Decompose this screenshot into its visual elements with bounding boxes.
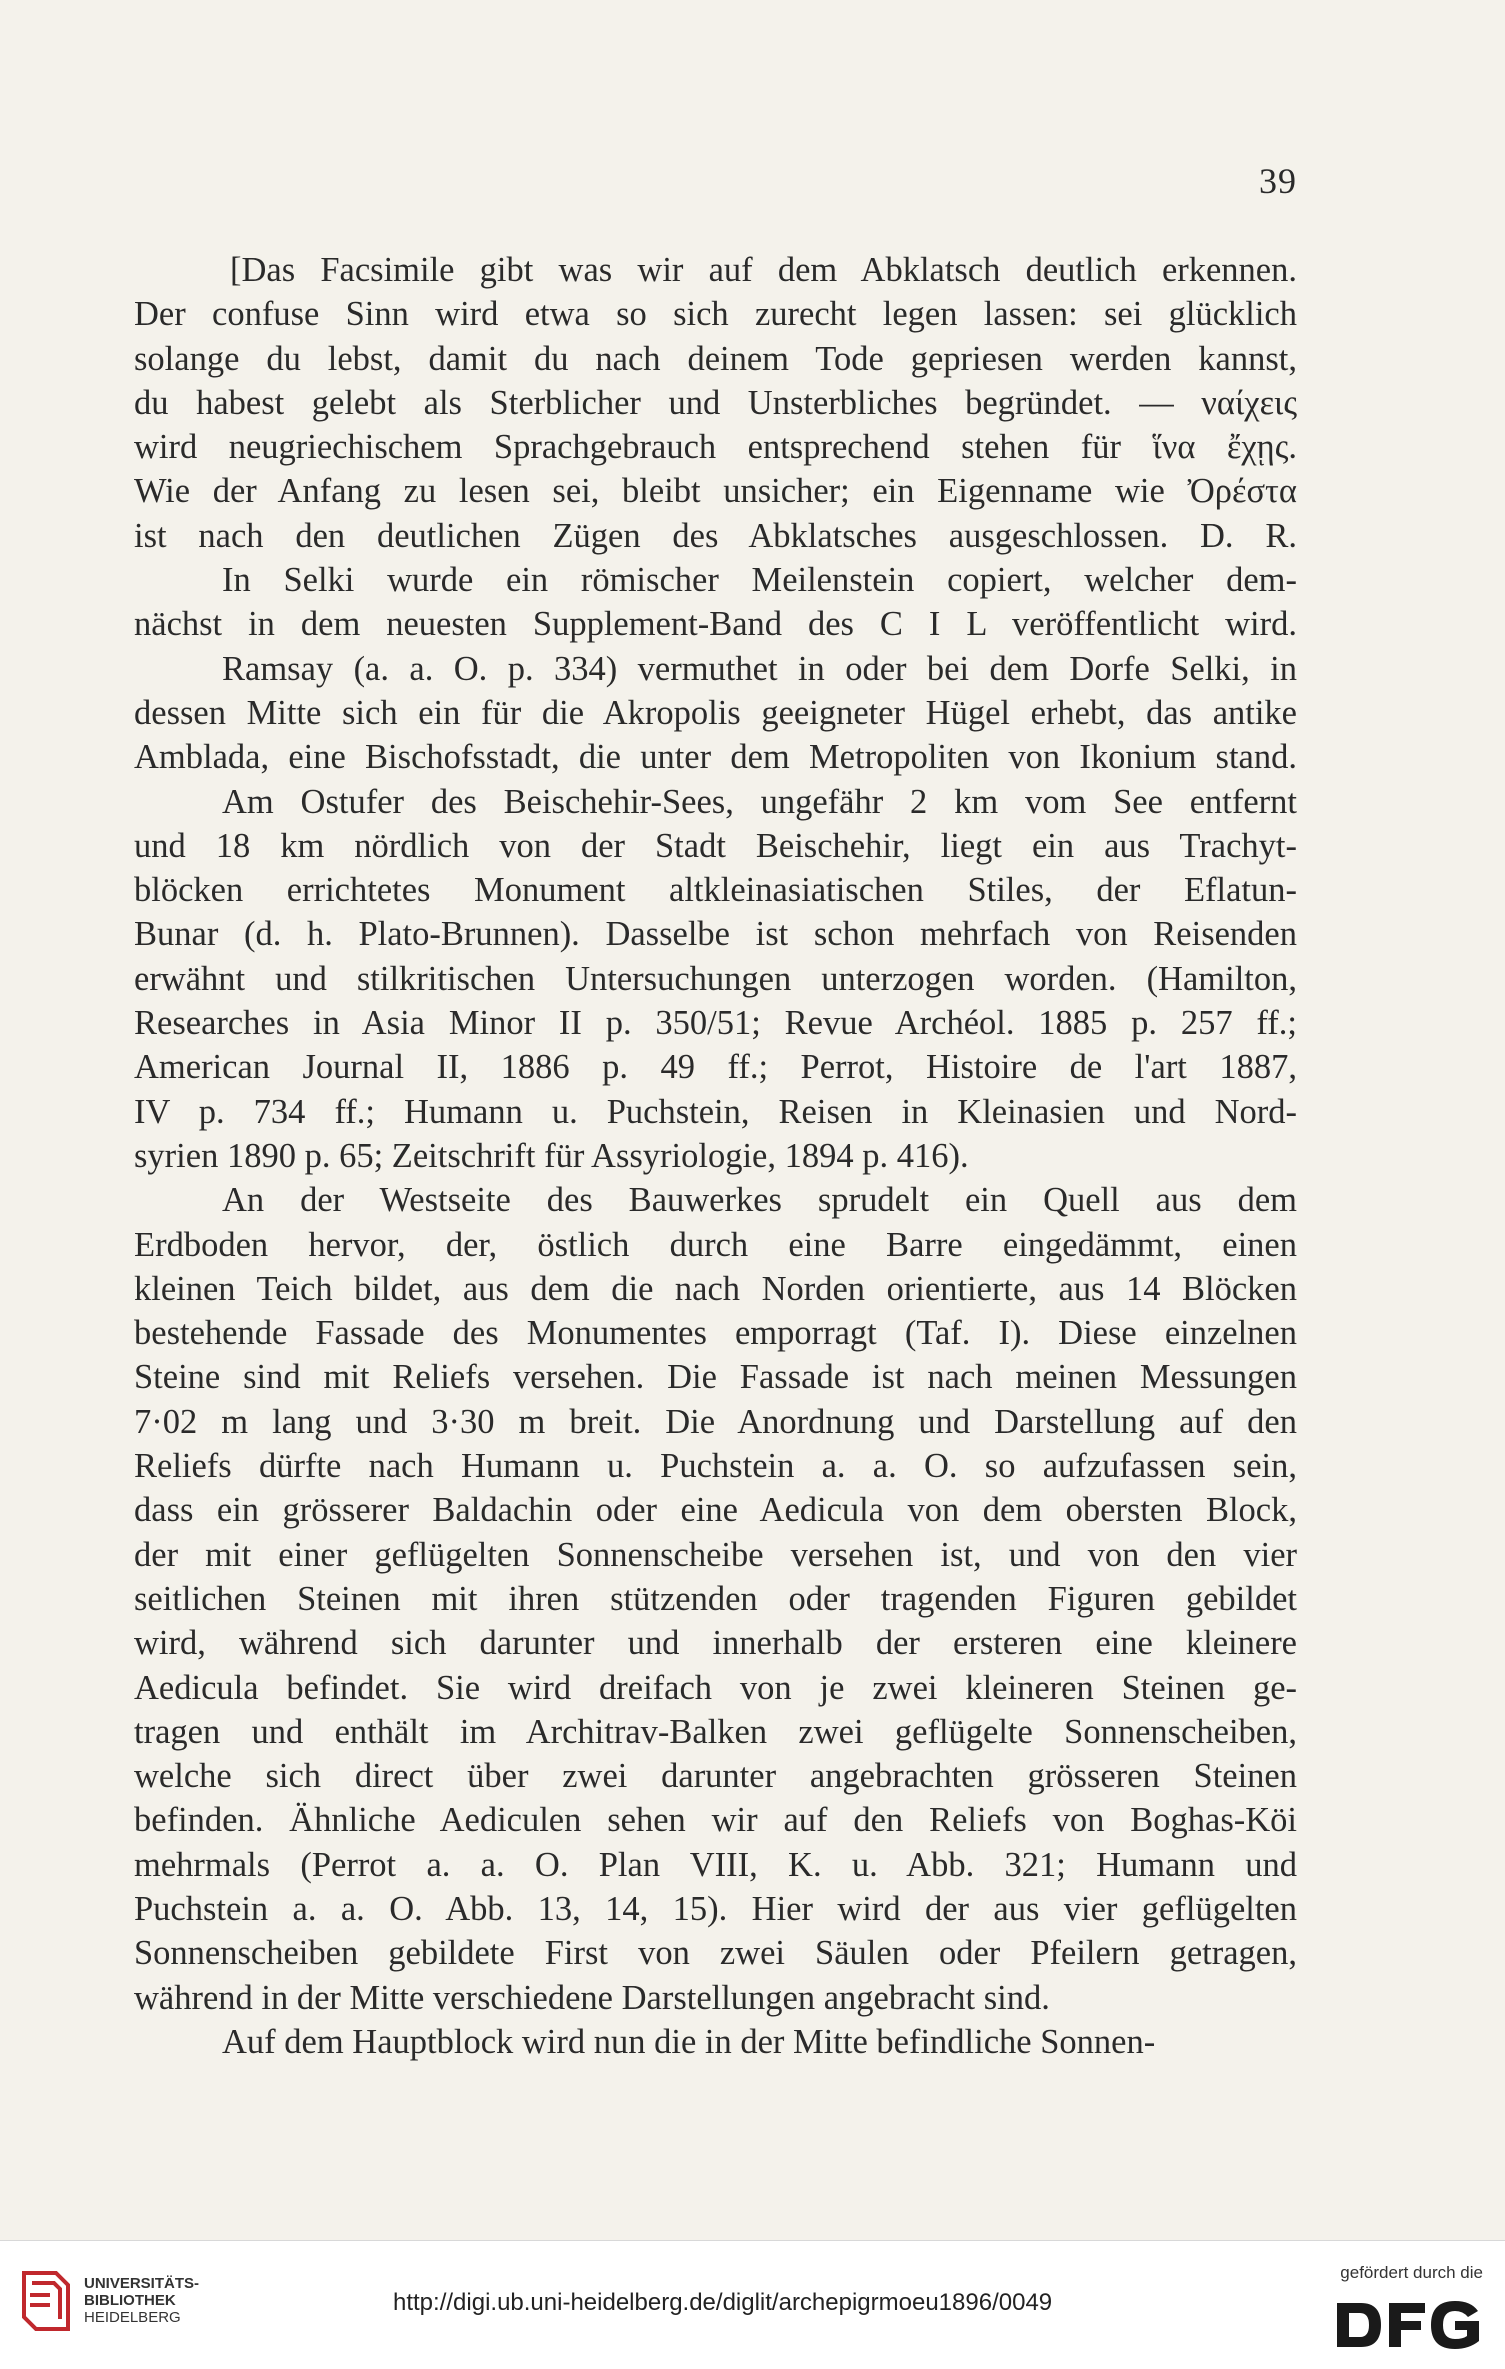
text-line: Erdboden hervor, der, östlich durch eine Barre eingedämmt, einen: [134, 1225, 1297, 1264]
library-logo-icon[interactable]: [16, 2265, 76, 2337]
library-name[interactable]: [84, 2275, 199, 2326]
text-line: American Journal II, 1886 p. 49 ff.; Perrot, Histoire de l'art 1887,: [134, 1048, 1297, 1087]
text-line: 7·02 m lang und 3·30 m breit. Die Anordnung und Darstellung auf den: [134, 1402, 1297, 1441]
text-line: blöcken errichtetes Monument altkleinasiatischen Stiles, der Eflatun-: [134, 871, 1297, 910]
page-number: 39: [1259, 161, 1297, 201]
text-line: [Das Facsimile gibt was wir auf dem Abklatsch deutlich erkennen.: [230, 251, 1297, 289]
text-line: Aedicula befindet. Sie wird dreifach von je zwei kleineren Steinen ge-: [134, 1668, 1297, 1707]
viewer-footer: [0, 2240, 1505, 2369]
text-line: tragen und enthält im Architrav-Balken zwei geflügelte Sonnenscheiben,: [134, 1712, 1297, 1751]
funding-caption: gefördert durch die: [1340, 2263, 1483, 2282]
text-line: dass ein grösserer Baldachin oder eine Aedicula von dem obersten Block,: [134, 1491, 1297, 1530]
text-line: nächst in dem neuesten Supplement-Band des C I L veröffentlicht wird.: [134, 605, 1297, 644]
text-line: Wie der Anfang zu lesen sei, bleibt unsicher; ein Eigenname wie Ὀρέστα: [134, 472, 1297, 511]
text-line: während in der Mitte verschiedene Darstellungen angebracht sind.: [134, 1978, 1050, 2017]
text-line: befinden. Ähnliche Aediculen sehen wir auf den Reliefs von Boghas-Köi: [134, 1801, 1297, 1840]
text-line: bestehende Fassade des Monumentes emporragt (Taf. I). Diese einzelnen: [134, 1314, 1297, 1353]
text-line: Amblada, eine Bischofsstadt, die unter dem Metropoliten von Ikonium stand.: [134, 738, 1297, 777]
permalink-url[interactable]: http://digi.ub.uni-heidelberg.de/diglit/archepigrmoeu1896/0049: [393, 2289, 1053, 2316]
text-line: ist nach den deutlichen Zügen des Abklatsches ausgeschlossen. D. R.: [134, 516, 1297, 555]
text-line: Auf dem Hauptblock wird nun die in der Mitte befindliche Sonnen-: [222, 2022, 1156, 2061]
text-line: seitlichen Steinen mit ihren stützenden oder tragenden Figuren gebildet: [134, 1579, 1297, 1618]
text-line: Reliefs dürfte nach Humann u. Puchstein a. a. O. so aufzufassen sein,: [134, 1447, 1297, 1486]
text-line: erwähnt und stilkritischen Untersuchungen unterzogen worden. (Hamilton,: [134, 959, 1297, 998]
library-name-line: BIBLIOTHEK: [84, 2292, 176, 2309]
text-line: Bunar (d. h. Plato-Brunnen). Dasselbe ist schon mehrfach von Reisenden: [134, 915, 1297, 954]
text-line: der mit einer geflügelten Sonnenscheibe versehen ist, und von den vier: [134, 1535, 1297, 1574]
text-line: IV p. 734 ff.; Humann u. Puchstein, Reisen in Kleinasien und Nord-: [134, 1092, 1297, 1131]
dfg-logo-icon[interactable]: [1333, 2299, 1483, 2351]
text-line: du habest gelebt als Sterblicher und Unsterbliches begründet. — ναίχεις: [134, 383, 1297, 422]
text-line: wird neugriechischem Sprachgebrauch entsprechend stehen für ἵνα ἔχῃς.: [134, 428, 1297, 467]
text-line: In Selki wurde ein römischer Meilenstein copiert, welcher dem-: [222, 561, 1297, 600]
text-line: und 18 km nördlich von der Stadt Beischehir, liegt ein aus Trachyt-: [134, 826, 1297, 865]
text-line: welche sich direct über zwei darunter angebrachten grösseren Steinen: [134, 1757, 1297, 1796]
text-line: solange du lebst, damit du nach deinem Tode gepriesen werden kannst,: [134, 339, 1297, 378]
text-line: syrien 1890 p. 65; Zeitschrift für Assyriologie, 1894 p. 416).: [134, 1136, 969, 1175]
text-line: Der confuse Sinn wird etwa so sich zurecht legen lassen: sei glücklich: [134, 295, 1297, 334]
text-line: Ramsay (a. a. O. p. 334) vermuthet in oder bei dem Dorfe Selki, in: [222, 649, 1297, 688]
text-line: Steine sind mit Reliefs versehen. Die Fassade ist nach meinen Messungen: [134, 1358, 1297, 1397]
text-line: Am Ostufer des Beischehir-Sees, ungefähr 2 km vom See entfernt: [222, 782, 1297, 821]
text-line: kleinen Teich bildet, aus dem die nach Norden orientierte, aus 14 Blöcken: [134, 1269, 1297, 1308]
library-name-line: UNIVERSITÄTS-: [84, 2275, 200, 2292]
text-line: Sonnenscheiben gebildete First von zwei Säulen oder Pfeilern getragen,: [134, 1934, 1297, 1973]
text-line: An der Westseite des Bauwerkes sprudelt ein Quell aus dem: [222, 1181, 1297, 1220]
text-line: wird, während sich darunter und innerhalb der ersteren eine kleinere: [134, 1624, 1297, 1663]
text-line: Researches in Asia Minor II p. 350/51; Revue Archéol. 1885 p. 257 ff.;: [134, 1004, 1297, 1043]
body-text: [134, 248, 1297, 2064]
library-name-line: HEIDELBERG: [84, 2309, 181, 2326]
text-line: mehrmals (Perrot a. a. O. Plan VIII, K. u. Abb. 321; Humann und: [134, 1845, 1297, 1884]
text-line: Puchstein a. a. O. Abb. 13, 14, 15). Hier wird der aus vier geflügelten: [134, 1889, 1297, 1928]
text-line: dessen Mitte sich ein für die Akropolis geeigneter Hügel erhebt, das antike: [134, 693, 1297, 732]
